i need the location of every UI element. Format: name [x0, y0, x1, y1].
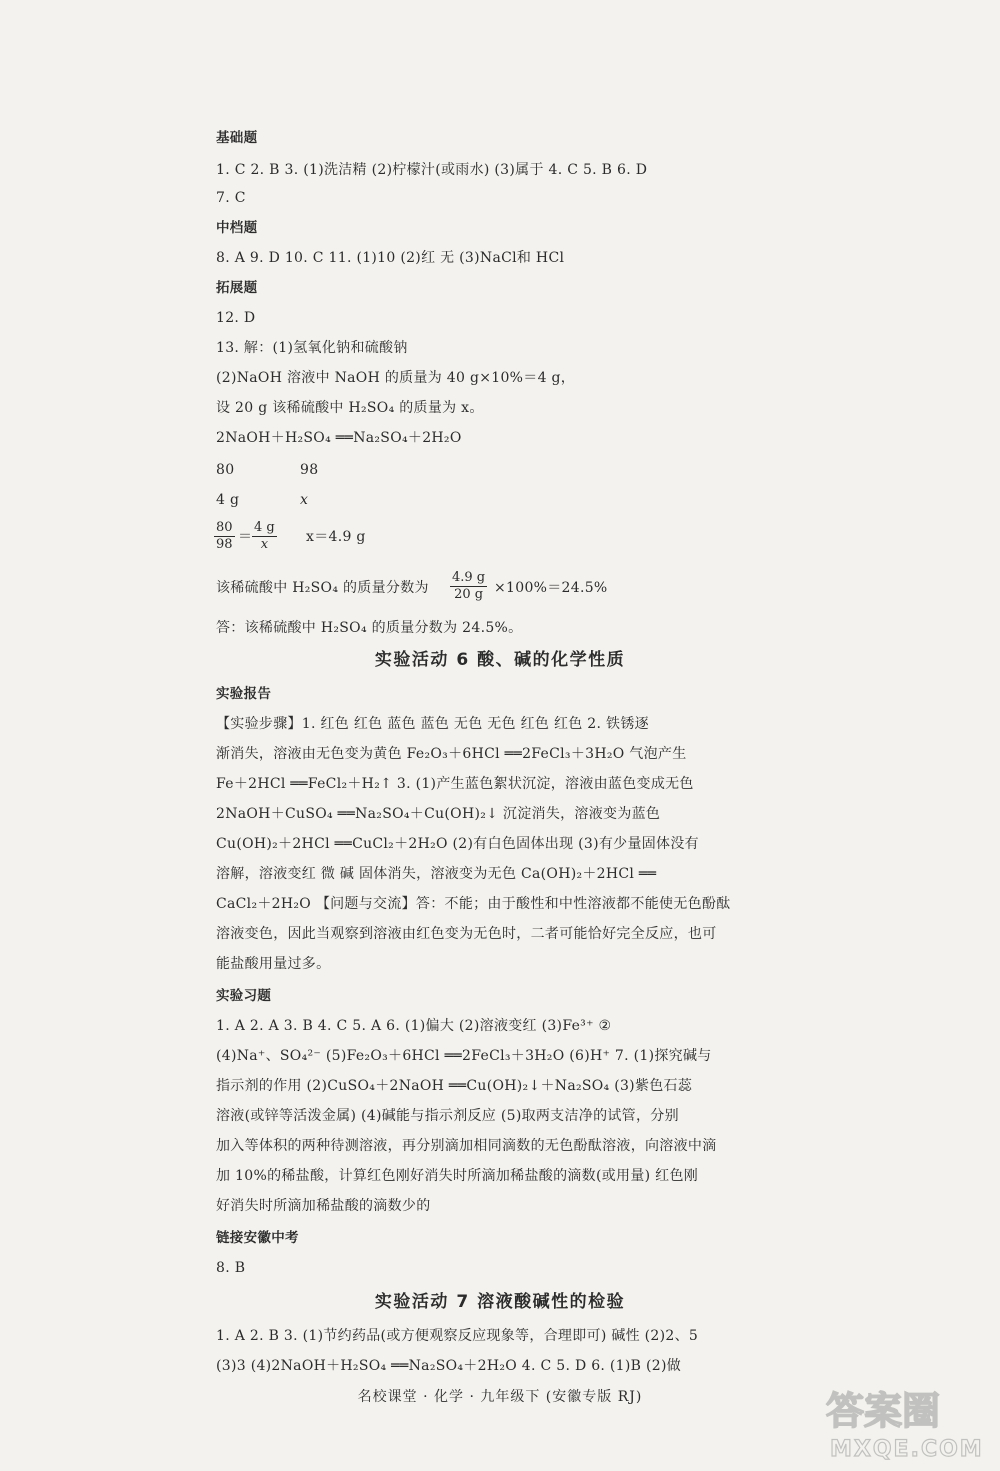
report-line-3: Fe＋2HCl ══FeCl₂＋H₂↑ 3. (1)产生蓝色絮状沉淀，溶液由蓝色变成无色	[216, 776, 694, 792]
ext-answers-line-3: (2)NaOH 溶液中 NaOH 的质量为 40 g×10%＝4 g，	[216, 370, 576, 386]
section-title-activity-6: 实验活动 6 酸、碱的化学性质	[374, 650, 626, 670]
report-line-2: 渐消失，溶液由无色变为黄色 Fe₂O₃＋6HCl ══2FeCl₃＋3H₂O 气泡产生	[216, 746, 687, 762]
basic-answers-line-1: 1. C 2. B 3. (1)洗洁精 (2)柠檬汁(或雨水) (3)属于 4. C 5. B 6. D	[216, 162, 648, 178]
mass-fraction-result: ×100%＝24.5%	[494, 580, 608, 596]
report-line-9: 能盐酸用量过多。	[216, 956, 331, 972]
exercise-line-6: 加 10%的稀盐酸，计算红色刚好消失时所滴加稀盐酸的滴数(或用量) 红色刚	[216, 1168, 699, 1184]
fraction-4g-x	[252, 520, 277, 553]
report-line-6: 溶解，溶液变红 微 碱 固体消失，溶液变为无色 Ca(OH)₂＋2HCl ══	[216, 866, 657, 882]
fraction-denominator: 98	[216, 537, 233, 552]
mass-4g: 4 g	[216, 492, 240, 508]
exercise-line-5: 加入等体积的两种待测溶液，再分别滴加相同滴数的无色酚酞溶液，向溶液中滴	[216, 1138, 717, 1154]
mass-x: x	[300, 492, 309, 508]
heading-exercises: 实验习题	[216, 988, 272, 1004]
final-answer: 答：该稀硫酸中 H₂SO₄ 的质量分数为 24.5%。	[216, 620, 523, 636]
basic-answers-line-2: 7. C	[216, 190, 246, 206]
report-line-5: Cu(OH)₂＋2HCl ══CuCl₂＋2H₂O (2)有白色固体出现 (3)有少量固体没有	[216, 836, 699, 852]
equals-sign: ＝	[238, 529, 253, 545]
report-line-4: 2NaOH＋CuSO₄ ══Na₂SO₄＋Cu(OH)₂↓ 沉淀消失，溶液变为蓝色	[216, 806, 661, 822]
fraction-80-98	[214, 520, 235, 553]
report-line-7: CaCl₂＋2H₂O 【问题与交流】答：不能；由于酸性和中性溶液都不能使无色酚酞	[216, 896, 731, 912]
watermark-logo-icon	[818, 1380, 988, 1464]
ext-answers-line-1: 12. D	[216, 310, 256, 326]
report-line-8: 溶液变色，因此当观察到溶液由红色变为无色时，二者可能恰好完全反应，也可	[216, 926, 717, 942]
heading-basic: 基础题	[216, 130, 258, 146]
molar-mass-98: 98	[300, 462, 319, 478]
fraction-numerator: 4.9 g	[452, 570, 486, 585]
fraction-denominator: x	[260, 537, 269, 552]
exercise-line-1: 1. A 2. A 3. B 4. C 5. A 6. (1)偏大 (2)溶液变红 (3)Fe³⁺ ②	[216, 1018, 612, 1034]
heading-report: 实验报告	[216, 686, 272, 702]
exercise-line-3: 指示剂的作用 (2)CuSO₄＋2NaOH ══Cu(OH)₂↓＋Na₂SO₄ (3)紫色石蕊	[216, 1078, 693, 1094]
fraction-numerator: 80	[216, 520, 233, 535]
x-result: x＝4.9 g	[306, 529, 366, 545]
heading-mid: 中档题	[216, 220, 258, 236]
ext-answers-line-4: 设 20 g 该稀硫酸中 H₂SO₄ 的质量为 x。	[216, 400, 484, 416]
fraction-numerator: 4 g	[254, 520, 275, 535]
molar-mass-80: 80	[216, 462, 235, 478]
fraction-4.9g-20g	[450, 570, 487, 603]
report-line-1: 【实验步骤】1. 红色 红色 蓝色 蓝色 无色 无色 红色 红色 2. 铁锈逐	[216, 716, 649, 732]
exercise-line-4: 溶液(或锌等活泼金属) (4)碱能与指示剂反应 (5)取两支洁净的试管，分别	[216, 1108, 679, 1124]
activity7-line-1: 1. A 2. B 3. (1)节约药品(或方便观察反应现象等，合理即可) 碱性 (2)2、5	[216, 1328, 699, 1344]
exercise-line-7: 好消失时所滴加稀盐酸的滴数少的	[216, 1198, 431, 1214]
activity7-line-2: (3)3 (4)2NaOH＋H₂SO₄ ══Na₂SO₄＋2H₂O 4. C 5. D 6. (1)B (2)做	[216, 1358, 682, 1374]
mass-fraction-text: 该稀硫酸中 H₂SO₄ 的质量分数为	[216, 580, 429, 596]
heading-extension: 拓展题	[216, 280, 258, 296]
watermark-top: 答案圈	[826, 1389, 941, 1433]
fraction-denominator: 20 g	[454, 587, 484, 602]
link-answer-1: 8. B	[216, 1260, 246, 1276]
equation-line: 2NaOH＋H₂SO₄ ══Na₂SO₄＋2H₂O	[216, 430, 462, 446]
mid-answers-line-1: 8. A 9. D 10. C 11. (1)10 (2)红 无 (3)NaCl和 HCl	[216, 250, 565, 266]
watermark-bottom: MXQE.COM	[830, 1437, 984, 1462]
exercise-line-2: (4)Na⁺、SO₄²⁻ (5)Fe₂O₃＋6HCl ══2FeCl₃＋3H₂O (6)H⁺ 7. (1)探究碱与	[216, 1048, 712, 1064]
section-title-activity-7: 实验活动 7 溶液酸碱性的检验	[374, 1292, 626, 1312]
page-footer: 名校课堂 · 化学 · 九年级下 (安徽专版 RJ)	[357, 1389, 643, 1405]
heading-link-exam: 链接安徽中考	[216, 1230, 299, 1246]
ext-answers-line-2: 13. 解：(1)氢氧化钠和硫酸钠	[216, 340, 408, 356]
